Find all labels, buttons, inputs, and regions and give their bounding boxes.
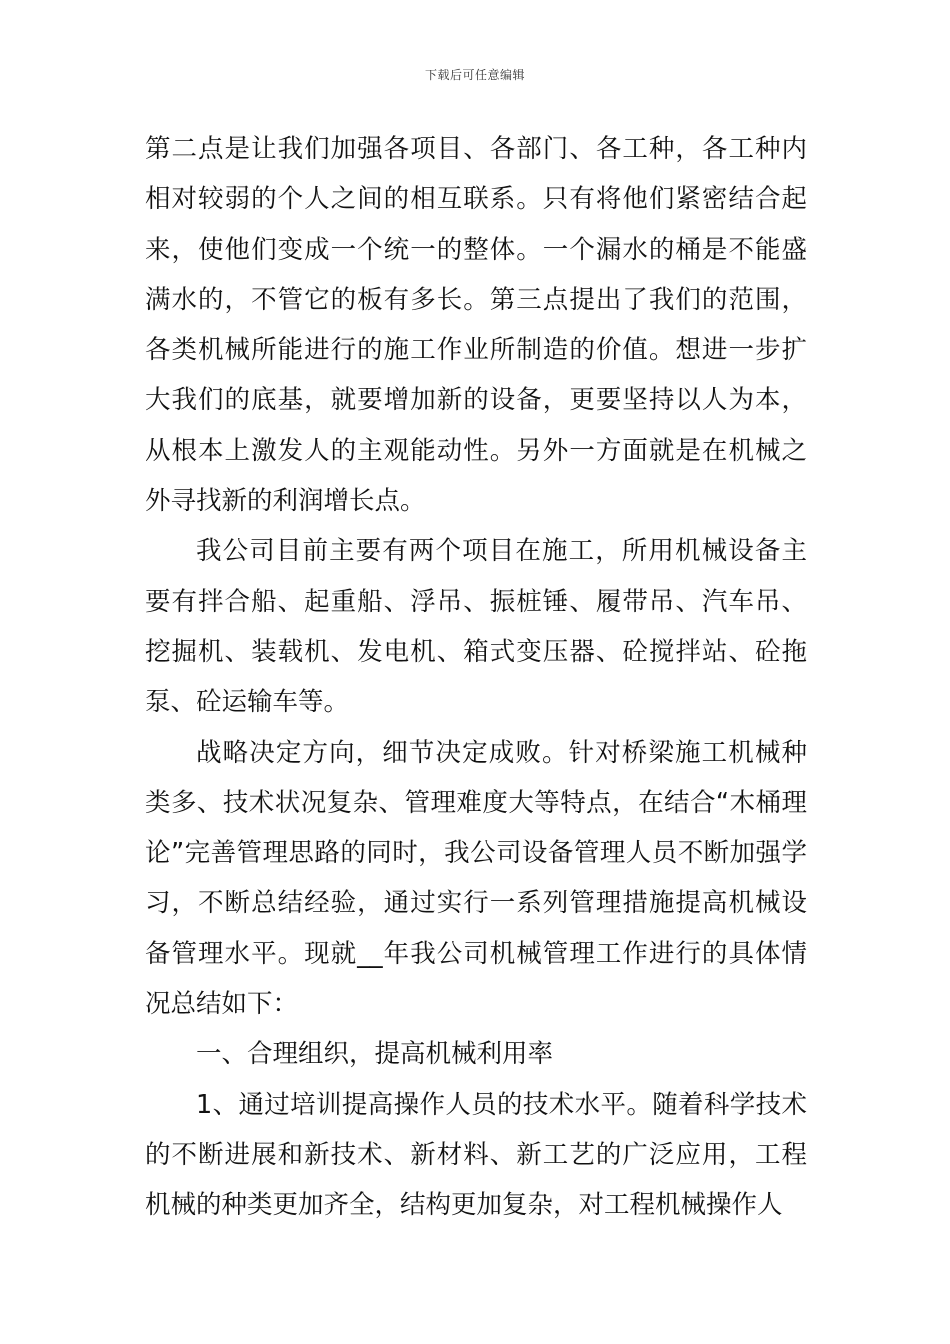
document-body	[145, 124, 807, 1231]
paragraph-strategy: 战略决定方向，细节决定成败。针对桥梁施工机械种类多、技术状况复杂、管理难度大等特点，在结合“木桶理论”完善管理思路的同时，我公司设备管理人员不断加强学习，不断总结经验，通过实行一系列管理措施提高机械设备管理水平。现就__年我公司机械管理工作进行的具体情况总结如下：	[145, 737, 807, 1020]
section-heading-1: 一、合理组织，提高机械利用率	[196, 1039, 554, 1070]
paragraph-equipment-list: 我公司目前主要有两个项目在施工，所用机械设备主要有拌合船、起重船、浮吊、振桩锤、履带吊、汽车吊、挖掘机、装载机、发电机、箱式变压器、砼搅拌站、砼拖泵、砼运输车等。	[145, 536, 807, 718]
paragraph-training: 1、通过培训提高操作人员的技术水平。随着科学技术的不断进展和新技术、新材料、新工艺的广泛应用，工程机械的种类更加齐全，结构更加复杂，对工程机械操作人	[145, 1089, 807, 1221]
page-header: 下载后可任意编辑	[424, 68, 525, 82]
paragraph-continuation: 第二点是让我们加强各项目、各部门、各工种，各工种内相对较弱的个人之间的相互联系。只有将他们紧密结合起来，使他们变成一个统一的整体。一个漏水的桶是不能盛满水的，不管它的板有多长。第三点提出了我们的范围，各类机械所能进行的施工作业所制造的价值。想进一步扩大我们的底基，就要增加新的设备，更要坚持以人为本，从根本上激发人的主观能动性。另外一方面就是在机械之外寻找新的利润增长点。	[145, 134, 807, 517]
